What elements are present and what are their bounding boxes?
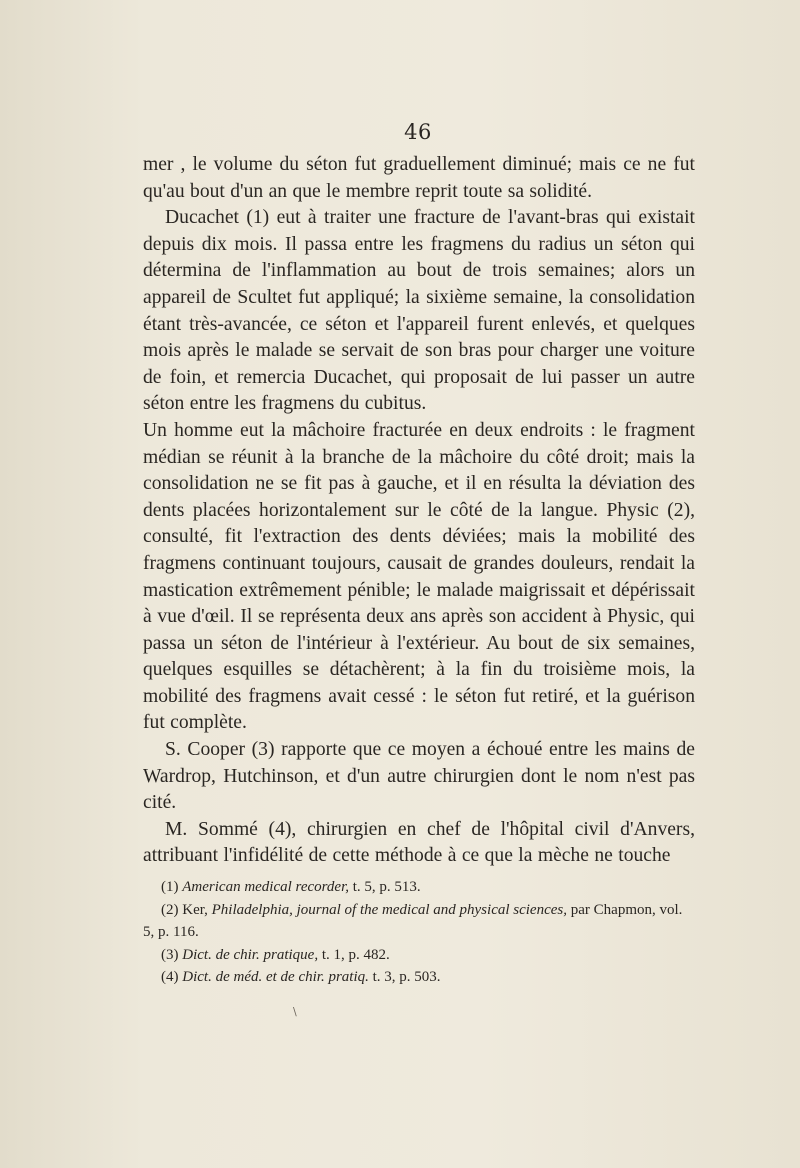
paragraph: M. Sommé (4), chirurgien en chef de l'hôpital civil d'Anvers, attribuant l'infidélité de cette méthode à ce que la mèche ne touche <box>143 818 695 867</box>
footnote-source-title: Dict. de chir. pratique, <box>182 946 319 963</box>
footnote-author: Ker, <box>182 901 212 918</box>
footnote-reference: par Chapmon, vol. 5, p. 116. <box>143 901 683 940</box>
footnote-marker: (4) <box>161 969 179 985</box>
footnote-marker: (1) <box>161 879 179 895</box>
footnote <box>143 876 695 899</box>
footnote-marker: (2) <box>161 901 179 918</box>
paragraph: S. Cooper (3) rapporte que ce moyen a échoué entre les mains de Wardrop, Hutchinson, et d'un autre chirurgien dont le nom n'est pas cité. <box>143 739 695 814</box>
stray-mark: \ <box>293 1005 297 1018</box>
footnote-source-title: American medical recorder, <box>182 879 350 895</box>
paragraph: Un homme eut la mâchoire fracturée en deux endroits : le fragment médian se réunit à la branche de la mâchoire du côté droit; mais la consolidation ne se fit pas à gauche, et il en résulta la déviation des dents placées horizontalement sur le côté de la langue. Physic (2), consulté, fit l'extraction des dents déviées; mais la mobilité des fragmens continuant toujours, causait de grandes douleurs, rendait la mastication extrêmement pénible; le malade maigrissait et dépérissait à vue d'œil. Il se représenta deux ans après son accident à Physic, qui passa un séton de l'intérieur à l'extérieur. Au bout de six semaines, quelques esquilles se détachèrent; à la fin du troisième mois, la mobilité des fragmens avait cessé : le séton fut retiré, et la guérison fut complète. <box>143 419 695 734</box>
footnote-reference: t. 1, p. 482. <box>318 946 390 963</box>
body-text <box>143 152 695 870</box>
footnote-reference: t. 3, p. 503. <box>368 969 441 985</box>
paragraph: Ducachet (1) eut à traiter une fracture de l'avant-bras qui existait depuis dix mois. Il passa entre les fragmens du radius un séton qui détermina de l'inflammation au bout de trois semaines; alors un appareil de Scultet fut appliqué; la sixième semaine, la consolidation étant très-avancée, ce séton et l'appareil furent enlevés, et quelques mois après le malade se servait de son bras pour charger une voiture de foin, et remercia Ducachet, qui proposait de lui passer un autre séton entre les fragmens du cubitus. <box>143 207 695 415</box>
footnote-reference: t. 5, p. 513. <box>349 879 421 895</box>
page-number: 46 <box>404 120 432 144</box>
footnotes <box>143 876 695 989</box>
footnote <box>143 899 695 944</box>
footnote-source-title: Philadelphia, journal of the medical and physical sciences, <box>211 901 567 918</box>
footnote <box>143 944 695 967</box>
footnote-source-title: Dict. de méd. et de chir. pratiq. <box>182 969 369 985</box>
paragraph: mer , le volume du séton fut graduellement diminué; mais ce ne fut qu'au bout d'un an que le membre reprit toute sa solidité. <box>143 154 695 202</box>
footnote <box>143 966 695 989</box>
footnote-marker: (3) <box>161 946 179 963</box>
